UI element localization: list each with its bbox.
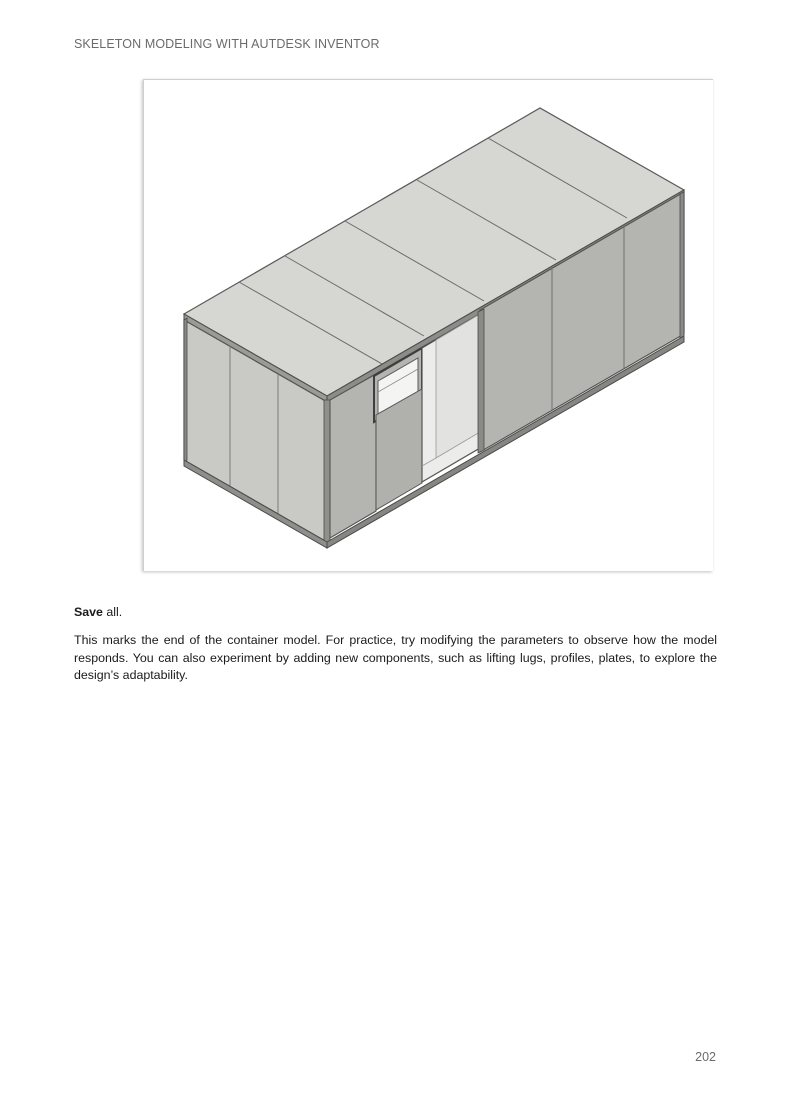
corner-post-right (680, 192, 684, 338)
save-instruction-rest: all. (102, 605, 123, 619)
door-post (478, 309, 484, 453)
page-number: 202 (695, 1050, 716, 1064)
body-paragraph: This marks the end of the container model. For practice, try modifying the parameters to observe how the model responds. You can also experiment by adding new components, such as lifting lugs, profiles, plates, to explore the design’s adaptability. (74, 633, 717, 682)
running-header: SKELETON MODELING WITH AUTDESK INVENTOR (74, 37, 380, 51)
corner-post-front (324, 400, 330, 545)
container-3d-model-icon (144, 80, 713, 571)
save-instruction (74, 604, 717, 622)
side-wall-panel-1 (330, 374, 376, 538)
corner-post-left (184, 318, 187, 462)
container-model-figure (143, 79, 713, 571)
save-keyword: Save (74, 605, 103, 619)
